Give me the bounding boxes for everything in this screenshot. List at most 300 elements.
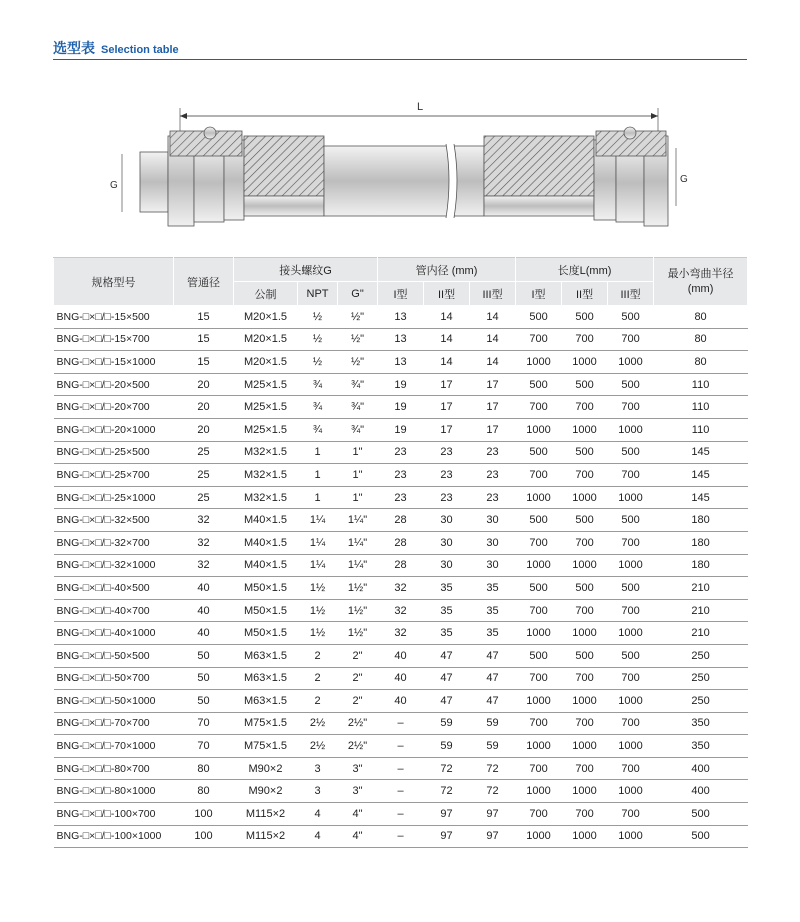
- table-cell: 700: [562, 757, 608, 780]
- table-cell: 32: [174, 531, 234, 554]
- table-cell: 700: [608, 757, 654, 780]
- table-cell: 700: [608, 531, 654, 554]
- table-cell: 72: [424, 757, 470, 780]
- table-cell: 700: [608, 464, 654, 487]
- table-cell: 1000: [608, 351, 654, 374]
- table-cell: 4: [298, 803, 338, 826]
- table-cell: 59: [424, 735, 470, 758]
- table-cell: 1½": [338, 622, 378, 645]
- col-inner-1: I型: [378, 282, 424, 306]
- table-cell: 70: [174, 712, 234, 735]
- table-cell: 500: [608, 644, 654, 667]
- table-cell: 40: [378, 690, 424, 713]
- table-cell: 28: [378, 509, 424, 532]
- table-cell: 80: [654, 351, 748, 374]
- table-cell: 2: [298, 690, 338, 713]
- table-cell: M32×1.5: [234, 441, 298, 464]
- table-cell: 14: [470, 306, 516, 329]
- table-cell: BNG-□×□/□-32×700: [54, 531, 174, 554]
- table-cell: 110: [654, 396, 748, 419]
- table-cell: 1000: [608, 690, 654, 713]
- table-cell: 3": [338, 780, 378, 803]
- table-cell: 13: [378, 328, 424, 351]
- table-cell: 80: [174, 757, 234, 780]
- table-cell: 2: [298, 667, 338, 690]
- table-cell: 700: [608, 328, 654, 351]
- col-length: 长度L(mm): [516, 258, 654, 282]
- table-cell: 1¼": [338, 509, 378, 532]
- table-cell: 700: [516, 712, 562, 735]
- table-cell: 700: [562, 803, 608, 826]
- table-cell: 40: [174, 599, 234, 622]
- table-cell: 17: [470, 396, 516, 419]
- table-cell: 4": [338, 803, 378, 826]
- table-cell: 500: [562, 577, 608, 600]
- table-cell: 97: [424, 825, 470, 848]
- table-cell: 110: [654, 418, 748, 441]
- table-cell: 14: [424, 351, 470, 374]
- table-cell: 500: [516, 644, 562, 667]
- table-cell: ¾: [298, 373, 338, 396]
- table-cell: 35: [470, 577, 516, 600]
- table-cell: –: [378, 803, 424, 826]
- table-cell: 2½": [338, 735, 378, 758]
- table-row: [54, 441, 748, 464]
- table-cell: 1000: [516, 622, 562, 645]
- table-cell: M75×1.5: [234, 712, 298, 735]
- table-cell: 100: [174, 803, 234, 826]
- table-cell: 47: [470, 667, 516, 690]
- col-len-1: I型: [516, 282, 562, 306]
- table-cell: 700: [562, 599, 608, 622]
- table-cell: 700: [562, 328, 608, 351]
- table-cell: 700: [562, 396, 608, 419]
- table-cell: 23: [378, 486, 424, 509]
- table-cell: 40: [378, 667, 424, 690]
- table-cell: M32×1.5: [234, 486, 298, 509]
- table-row: [54, 803, 748, 826]
- table-cell: M63×1.5: [234, 644, 298, 667]
- table-cell: BNG-□×□/□-15×500: [54, 306, 174, 329]
- table-cell: 19: [378, 373, 424, 396]
- table-cell: 1000: [516, 418, 562, 441]
- col-inner-2: II型: [424, 282, 470, 306]
- table-cell: M25×1.5: [234, 396, 298, 419]
- title-cn: 选型表: [53, 40, 95, 56]
- table-body: [54, 306, 748, 848]
- table-cell: 700: [516, 328, 562, 351]
- table-row: [54, 509, 748, 532]
- col-thread-npt: NPT: [298, 282, 338, 306]
- table-row: [54, 531, 748, 554]
- table-cell: 350: [654, 735, 748, 758]
- table-row: [54, 825, 748, 848]
- table-cell: M63×1.5: [234, 667, 298, 690]
- table-cell: –: [378, 712, 424, 735]
- table-cell: 250: [654, 644, 748, 667]
- table-cell: 700: [516, 599, 562, 622]
- table-cell: 350: [654, 712, 748, 735]
- table-cell: 1000: [562, 622, 608, 645]
- table-cell: 210: [654, 622, 748, 645]
- table-cell: ¾": [338, 418, 378, 441]
- table-row: [54, 396, 748, 419]
- table-row: [54, 328, 748, 351]
- table-cell: –: [378, 825, 424, 848]
- table-cell: 14: [470, 328, 516, 351]
- table-cell: 15: [174, 351, 234, 374]
- table-cell: M50×1.5: [234, 599, 298, 622]
- label-L: L: [417, 101, 424, 113]
- table-cell: 32: [174, 554, 234, 577]
- table-cell: 72: [470, 780, 516, 803]
- col-bore: 管通径: [174, 258, 234, 306]
- table-cell: 2": [338, 644, 378, 667]
- table-cell: BNG-□×□/□-25×1000: [54, 486, 174, 509]
- table-cell: 180: [654, 531, 748, 554]
- table-cell: ½": [338, 328, 378, 351]
- table-cell: 700: [516, 396, 562, 419]
- table-cell: 97: [470, 825, 516, 848]
- table-row: [54, 373, 748, 396]
- table-cell: ½": [338, 306, 378, 329]
- table-cell: 23: [470, 486, 516, 509]
- table-row: [54, 667, 748, 690]
- table-cell: BNG-□×□/□-15×700: [54, 328, 174, 351]
- table-cell: 25: [174, 486, 234, 509]
- table-cell: 1½": [338, 599, 378, 622]
- table-cell: 180: [654, 554, 748, 577]
- table-cell: 1¼: [298, 509, 338, 532]
- table-cell: 1000: [562, 735, 608, 758]
- table-cell: 30: [470, 554, 516, 577]
- table-cell: 23: [470, 441, 516, 464]
- table-cell: 700: [608, 667, 654, 690]
- table-cell: 1000: [608, 622, 654, 645]
- table-cell: BNG-□×□/□-25×700: [54, 464, 174, 487]
- table-cell: 23: [470, 464, 516, 487]
- table-cell: BNG-□×□/□-80×700: [54, 757, 174, 780]
- table-cell: ½": [338, 351, 378, 374]
- table-cell: 210: [654, 599, 748, 622]
- table-cell: 500: [562, 441, 608, 464]
- table-cell: M50×1.5: [234, 622, 298, 645]
- label-G-left: G: [110, 180, 118, 191]
- table-cell: 19: [378, 396, 424, 419]
- table-cell: 700: [608, 803, 654, 826]
- table-cell: 47: [470, 644, 516, 667]
- table-row: [54, 735, 748, 758]
- table-cell: 25: [174, 441, 234, 464]
- table-cell: 2": [338, 667, 378, 690]
- table-cell: 2½: [298, 735, 338, 758]
- table-row: [54, 599, 748, 622]
- table-cell: 1000: [608, 735, 654, 758]
- table-cell: 500: [516, 509, 562, 532]
- table-row: [54, 577, 748, 600]
- table-cell: 50: [174, 690, 234, 713]
- table-cell: M32×1.5: [234, 464, 298, 487]
- table-cell: 500: [608, 306, 654, 329]
- table-cell: 80: [174, 780, 234, 803]
- table-cell: 14: [470, 351, 516, 374]
- table-cell: 500: [562, 644, 608, 667]
- table-cell: 23: [424, 486, 470, 509]
- table-cell: 1000: [562, 351, 608, 374]
- table-cell: 59: [424, 712, 470, 735]
- table-cell: 3: [298, 780, 338, 803]
- table-cell: 700: [608, 599, 654, 622]
- table-cell: 1¼": [338, 554, 378, 577]
- page-title: [53, 38, 179, 58]
- table-cell: BNG-□×□/□-15×1000: [54, 351, 174, 374]
- table-cell: 40: [174, 622, 234, 645]
- table-cell: BNG-□×□/□-32×500: [54, 509, 174, 532]
- table-cell: 500: [562, 306, 608, 329]
- table-cell: 700: [516, 464, 562, 487]
- table-cell: 13: [378, 351, 424, 374]
- table-cell: 1¼: [298, 531, 338, 554]
- table-cell: 17: [424, 418, 470, 441]
- table-cell: 32: [378, 599, 424, 622]
- table-cell: 145: [654, 441, 748, 464]
- table-cell: 1000: [608, 780, 654, 803]
- col-thread-g: G": [338, 282, 378, 306]
- table-cell: ¾": [338, 396, 378, 419]
- table-cell: 145: [654, 486, 748, 509]
- table-cell: M20×1.5: [234, 306, 298, 329]
- table-cell: BNG-□×□/□-100×700: [54, 803, 174, 826]
- table-cell: 500: [516, 441, 562, 464]
- table-cell: 2: [298, 644, 338, 667]
- table-row: [54, 554, 748, 577]
- table-cell: 13: [378, 306, 424, 329]
- table-cell: 1000: [516, 825, 562, 848]
- table-cell: BNG-□×□/□-80×1000: [54, 780, 174, 803]
- table-cell: 2½": [338, 712, 378, 735]
- table-cell: 1000: [608, 825, 654, 848]
- table-cell: 32: [378, 622, 424, 645]
- label-G-right: G: [680, 174, 688, 185]
- table-cell: 1000: [562, 690, 608, 713]
- table-cell: 700: [562, 667, 608, 690]
- table-cell: 50: [174, 644, 234, 667]
- col-radius: 最小弯曲半径 (mm): [654, 258, 748, 306]
- table-cell: M20×1.5: [234, 351, 298, 374]
- table-cell: 400: [654, 780, 748, 803]
- table-cell: 1000: [516, 486, 562, 509]
- table-cell: 145: [654, 464, 748, 487]
- table-cell: 4: [298, 825, 338, 848]
- table-cell: 1000: [562, 554, 608, 577]
- table-cell: 32: [174, 509, 234, 532]
- table-cell: M25×1.5: [234, 418, 298, 441]
- table-cell: 210: [654, 577, 748, 600]
- table-header: [54, 258, 748, 306]
- table-cell: 1000: [562, 418, 608, 441]
- table-cell: 23: [424, 441, 470, 464]
- table-cell: 500: [562, 373, 608, 396]
- table-cell: 47: [470, 690, 516, 713]
- table-cell: 47: [424, 644, 470, 667]
- table-row: [54, 418, 748, 441]
- table-cell: 20: [174, 373, 234, 396]
- table-cell: 700: [562, 531, 608, 554]
- table-cell: 500: [654, 803, 748, 826]
- table-cell: 1000: [516, 690, 562, 713]
- table-cell: 35: [424, 622, 470, 645]
- table-cell: 4": [338, 825, 378, 848]
- table-cell: BNG-□×□/□-40×700: [54, 599, 174, 622]
- table-cell: 700: [516, 667, 562, 690]
- table-cell: 97: [424, 803, 470, 826]
- table-cell: 70: [174, 735, 234, 758]
- table-cell: 23: [424, 464, 470, 487]
- table-cell: M40×1.5: [234, 554, 298, 577]
- col-len-2: II型: [562, 282, 608, 306]
- table-cell: 28: [378, 531, 424, 554]
- table-cell: 1: [298, 464, 338, 487]
- table-row: [54, 690, 748, 713]
- table-cell: M50×1.5: [234, 577, 298, 600]
- table-cell: M115×2: [234, 825, 298, 848]
- table-cell: BNG-□×□/□-20×1000: [54, 418, 174, 441]
- table-cell: 30: [424, 509, 470, 532]
- table-cell: 80: [654, 306, 748, 329]
- table-cell: M75×1.5: [234, 735, 298, 758]
- table-cell: 250: [654, 690, 748, 713]
- table-cell: 40: [174, 577, 234, 600]
- table-cell: 1": [338, 486, 378, 509]
- table-cell: 14: [424, 306, 470, 329]
- selection-table: [53, 257, 748, 848]
- table-cell: 47: [424, 690, 470, 713]
- table-row: [54, 780, 748, 803]
- table-cell: 500: [608, 373, 654, 396]
- table-cell: 1000: [608, 554, 654, 577]
- table-cell: 80: [654, 328, 748, 351]
- table-cell: ½: [298, 328, 338, 351]
- table-cell: 500: [608, 577, 654, 600]
- table-cell: 180: [654, 509, 748, 532]
- table-cell: 59: [470, 735, 516, 758]
- table-cell: M20×1.5: [234, 328, 298, 351]
- table-row: [54, 351, 748, 374]
- table-cell: 30: [424, 554, 470, 577]
- table-cell: 1000: [608, 486, 654, 509]
- table-cell: –: [378, 780, 424, 803]
- table-cell: 20: [174, 418, 234, 441]
- table-cell: 35: [470, 622, 516, 645]
- table-cell: BNG-□×□/□-50×700: [54, 667, 174, 690]
- table-cell: M40×1.5: [234, 531, 298, 554]
- table-cell: ½: [298, 306, 338, 329]
- col-len-3: III型: [608, 282, 654, 306]
- table-cell: 100: [174, 825, 234, 848]
- table-cell: 1": [338, 441, 378, 464]
- table-cell: M90×2: [234, 780, 298, 803]
- table-cell: 72: [470, 757, 516, 780]
- col-inner: 管内径 (mm): [378, 258, 516, 282]
- table-cell: 28: [378, 554, 424, 577]
- table-cell: 500: [516, 373, 562, 396]
- table-cell: 1: [298, 486, 338, 509]
- table-cell: BNG-□×□/□-100×1000: [54, 825, 174, 848]
- table-cell: ½: [298, 351, 338, 374]
- table-cell: 1¼": [338, 531, 378, 554]
- table-cell: BNG-□×□/□-40×500: [54, 577, 174, 600]
- table-cell: 2": [338, 690, 378, 713]
- table-cell: 500: [608, 441, 654, 464]
- table-cell: 700: [516, 757, 562, 780]
- table-cell: 1000: [562, 780, 608, 803]
- table-cell: BNG-□×□/□-20×700: [54, 396, 174, 419]
- table-cell: 700: [516, 803, 562, 826]
- table-cell: BNG-□×□/□-70×1000: [54, 735, 174, 758]
- table-cell: 700: [562, 712, 608, 735]
- table-cell: M115×2: [234, 803, 298, 826]
- table-cell: 35: [470, 599, 516, 622]
- table-cell: 59: [470, 712, 516, 735]
- table-cell: M63×1.5: [234, 690, 298, 713]
- table-cell: 40: [378, 644, 424, 667]
- table-cell: 23: [378, 441, 424, 464]
- table-cell: 700: [562, 464, 608, 487]
- table-cell: 15: [174, 328, 234, 351]
- table-cell: 400: [654, 757, 748, 780]
- table-row: [54, 712, 748, 735]
- table-cell: 1¼: [298, 554, 338, 577]
- table-cell: BNG-□×□/□-32×1000: [54, 554, 174, 577]
- title-en: Selection table: [101, 44, 179, 56]
- table-cell: –: [378, 757, 424, 780]
- table-cell: M90×2: [234, 757, 298, 780]
- table-row: [54, 644, 748, 667]
- col-thread-metric: 公制: [234, 282, 298, 306]
- table-cell: M25×1.5: [234, 373, 298, 396]
- table-cell: 1000: [562, 486, 608, 509]
- table-row: [54, 306, 748, 329]
- table-row: [54, 622, 748, 645]
- table-cell: 50: [174, 667, 234, 690]
- table-cell: 32: [378, 577, 424, 600]
- table-cell: 15: [174, 306, 234, 329]
- table-cell: 23: [378, 464, 424, 487]
- table-cell: BNG-□×□/□-40×1000: [54, 622, 174, 645]
- table-cell: 3": [338, 757, 378, 780]
- hose-assembly-diagram: [110, 96, 700, 236]
- table-cell: 30: [470, 531, 516, 554]
- table-cell: 97: [470, 803, 516, 826]
- table-cell: 1000: [562, 825, 608, 848]
- table-cell: 35: [424, 599, 470, 622]
- table-cell: 1000: [516, 554, 562, 577]
- table-cell: 1½: [298, 622, 338, 645]
- table-cell: 17: [470, 418, 516, 441]
- table-cell: 500: [516, 577, 562, 600]
- col-model: 规格型号: [54, 258, 174, 306]
- table-cell: 25: [174, 464, 234, 487]
- table-cell: BNG-□×□/□-20×500: [54, 373, 174, 396]
- table-cell: 250: [654, 667, 748, 690]
- table-row: [54, 486, 748, 509]
- table-cell: 1000: [516, 780, 562, 803]
- table-cell: BNG-□×□/□-25×500: [54, 441, 174, 464]
- table-cell: 1000: [516, 351, 562, 374]
- table-cell: 1½: [298, 577, 338, 600]
- table-cell: 500: [562, 509, 608, 532]
- table-cell: 35: [424, 577, 470, 600]
